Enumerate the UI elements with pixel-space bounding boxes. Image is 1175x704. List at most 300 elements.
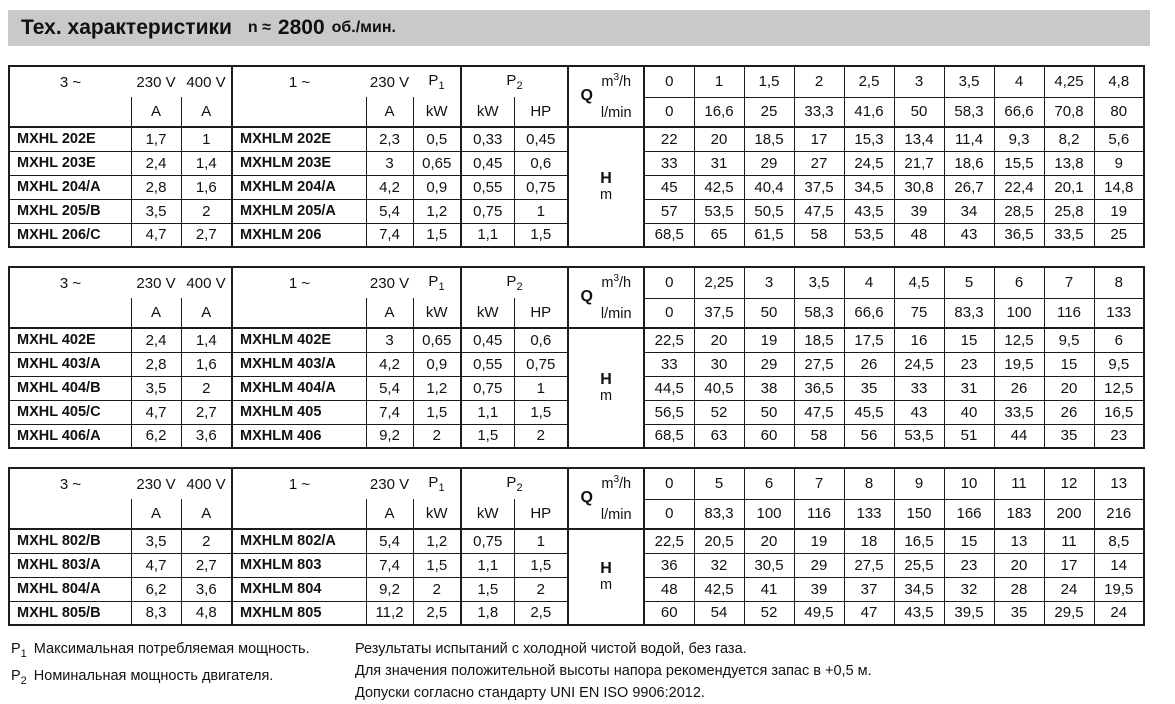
amp-cell: 7,4 bbox=[366, 553, 413, 577]
p2-kw-cell: 0,75 bbox=[461, 376, 514, 400]
v230-header-1ph: 230 V bbox=[366, 267, 413, 298]
model-1ph-cell: MXHLM 404/A bbox=[232, 376, 366, 400]
h-value-cell: 42,5 bbox=[694, 577, 744, 601]
q-lmin-value: 100 bbox=[744, 499, 794, 529]
model-3ph-cell: MXHL 805/B bbox=[9, 601, 131, 625]
model-3ph-spacer bbox=[9, 97, 131, 127]
q-m3h-value: 11 bbox=[994, 468, 1044, 499]
model-3ph-cell: MXHL 403/A bbox=[9, 352, 131, 376]
model-3ph-cell: MXHL 406/A bbox=[9, 424, 131, 448]
model-3ph-cell: MXHL 803/A bbox=[9, 553, 131, 577]
h-value-cell: 20 bbox=[694, 127, 744, 151]
h-value-cell: 22 bbox=[644, 127, 694, 151]
h-value-cell: 15 bbox=[944, 328, 994, 352]
model-3ph-cell: MXHL 404/B bbox=[9, 376, 131, 400]
q-m3h-value: 1,5 bbox=[744, 66, 794, 97]
h-value-cell: 25,5 bbox=[894, 553, 944, 577]
q-label: Q bbox=[580, 288, 593, 306]
h-value-cell: 65 bbox=[694, 223, 744, 247]
q-m3h-value: 8 bbox=[844, 468, 894, 499]
p2-kw-cell: 1,1 bbox=[461, 223, 514, 247]
amp-header: A bbox=[366, 499, 413, 529]
h-value-cell: 52 bbox=[744, 601, 794, 625]
amp-400-header: A bbox=[181, 97, 232, 127]
amp-cell: 7,4 bbox=[366, 223, 413, 247]
p2-kw-cell: 0,75 bbox=[461, 529, 514, 553]
model-1ph-cell: MXHLM 405 bbox=[232, 400, 366, 424]
model-3ph-cell: MXHL 202E bbox=[9, 127, 131, 151]
q-lmin-value: 41,6 bbox=[844, 97, 894, 127]
p1-cell: 0,9 bbox=[413, 175, 461, 199]
h-value-cell: 56 bbox=[844, 424, 894, 448]
h-value-cell: 37 bbox=[844, 577, 894, 601]
model-1ph-spacer bbox=[232, 499, 366, 529]
model-1ph-spacer bbox=[232, 97, 366, 127]
h-value-cell: 30,8 bbox=[894, 175, 944, 199]
model-3ph-spacer bbox=[9, 298, 131, 328]
h-value-cell: 42,5 bbox=[694, 175, 744, 199]
p1-cell: 1,2 bbox=[413, 529, 461, 553]
p2-kw-cell: 1,1 bbox=[461, 553, 514, 577]
h-value-cell: 24,5 bbox=[894, 352, 944, 376]
p2-hp-header: HP bbox=[514, 298, 568, 328]
note-line-3: Допуски согласно стандарту UNI EN ISO 9906:2012. bbox=[355, 685, 705, 701]
model-1ph-cell: MXHLM 804 bbox=[232, 577, 366, 601]
q-lmin-value: 200 bbox=[1044, 499, 1094, 529]
h-value-cell: 23 bbox=[1094, 424, 1144, 448]
q-lmin-value: 66,6 bbox=[844, 298, 894, 328]
q-lmin-value: 58,3 bbox=[794, 298, 844, 328]
h-value-cell: 39,5 bbox=[944, 601, 994, 625]
h-value-cell: 53,5 bbox=[694, 199, 744, 223]
h-value-cell: 38 bbox=[744, 376, 794, 400]
h-value-cell: 36 bbox=[644, 553, 694, 577]
q-lmin-value: 37,5 bbox=[694, 298, 744, 328]
h-value-cell: 40,4 bbox=[744, 175, 794, 199]
p1-cell: 1,5 bbox=[413, 400, 461, 424]
v230-header-3ph: 230 V bbox=[131, 468, 181, 499]
h-value-cell: 22,4 bbox=[994, 175, 1044, 199]
h-value-cell: 26,7 bbox=[944, 175, 994, 199]
h-value-cell: 28,5 bbox=[994, 199, 1044, 223]
model-3ph-cell: MXHL 203E bbox=[9, 151, 131, 175]
h-value-cell: 8,2 bbox=[1044, 127, 1094, 151]
h-value-cell: 13,8 bbox=[1044, 151, 1094, 175]
test-notes bbox=[355, 638, 872, 704]
h-value-cell: 20,1 bbox=[1044, 175, 1094, 199]
h-value-cell: 61,5 bbox=[744, 223, 794, 247]
one-phase-header: 1 ~ bbox=[232, 267, 366, 298]
h-value-cell: 25 bbox=[1094, 223, 1144, 247]
h-unit-label: m bbox=[599, 577, 613, 593]
h-value-cell: 27,5 bbox=[844, 553, 894, 577]
h-value-cell: 12,5 bbox=[1094, 376, 1144, 400]
model-1ph-cell: MXHLM 805 bbox=[232, 601, 366, 625]
q-label: Q bbox=[580, 87, 593, 105]
p2-kw-cell: 1,5 bbox=[461, 424, 514, 448]
h-value-cell: 13,4 bbox=[894, 127, 944, 151]
h-value-cell: 44 bbox=[994, 424, 1044, 448]
amp-230-cell: 1,7 bbox=[131, 127, 181, 151]
q-lmin-value: 50 bbox=[894, 97, 944, 127]
p2-kw-cell: 0,55 bbox=[461, 352, 514, 376]
amp-400-cell: 2,7 bbox=[181, 400, 232, 424]
p2-kw-cell: 0,75 bbox=[461, 199, 514, 223]
h-unit-label: m bbox=[599, 187, 613, 203]
three-phase-header: 3 ~ bbox=[9, 267, 131, 298]
amp-cell: 5,4 bbox=[366, 376, 413, 400]
v230-header-1ph: 230 V bbox=[366, 66, 413, 97]
p2-hp-cell: 1,5 bbox=[514, 553, 568, 577]
spec-table-2 bbox=[8, 266, 1145, 449]
model-3ph-cell: MXHL 206/C bbox=[9, 223, 131, 247]
h-value-cell: 23 bbox=[944, 553, 994, 577]
h-value-cell: 24,5 bbox=[844, 151, 894, 175]
h-value-cell: 39 bbox=[894, 199, 944, 223]
h-value-cell: 15 bbox=[944, 529, 994, 553]
h-value-cell: 16 bbox=[894, 328, 944, 352]
amp-cell: 5,4 bbox=[366, 529, 413, 553]
q-label: Q bbox=[580, 489, 593, 507]
q-lmin-value: 116 bbox=[1044, 298, 1094, 328]
h-value-cell: 21,7 bbox=[894, 151, 944, 175]
h-value-cell: 29,5 bbox=[1044, 601, 1094, 625]
rpm-unit: об./мин. bbox=[331, 19, 396, 36]
p2-kw-cell: 0,55 bbox=[461, 175, 514, 199]
q-m3h-label: $m^3/h$ bbox=[601, 273, 632, 291]
p1-header: $P_1$ bbox=[413, 66, 461, 97]
q-m3h-label: $m^3/h$ bbox=[601, 474, 632, 492]
h-value-cell: 34,5 bbox=[844, 175, 894, 199]
model-1ph-cell: MXHLM 403/A bbox=[232, 352, 366, 376]
q-lmin-value: 50 bbox=[744, 298, 794, 328]
h-value-cell: 63 bbox=[694, 424, 744, 448]
h-value-cell: 43,5 bbox=[894, 601, 944, 625]
h-value-cell: 58 bbox=[794, 424, 844, 448]
p2-note-text: Номинальная мощность двигателя. bbox=[33, 667, 274, 684]
q-m3h-value: 6 bbox=[744, 468, 794, 499]
h-value-cell: 44,5 bbox=[644, 376, 694, 400]
h-value-cell: 39 bbox=[794, 577, 844, 601]
q-lmin-value: 75 bbox=[894, 298, 944, 328]
h-value-cell: 26 bbox=[1044, 400, 1094, 424]
h-value-cell: 30 bbox=[694, 352, 744, 376]
amp-cell: 3 bbox=[366, 328, 413, 352]
amp-230-header: A bbox=[131, 97, 181, 127]
amp-230-cell: 4,7 bbox=[131, 400, 181, 424]
model-1ph-cell: MXHLM 202E bbox=[232, 127, 366, 151]
p1-cell: 0,65 bbox=[413, 328, 461, 352]
h-value-cell: 17,5 bbox=[844, 328, 894, 352]
h-value-cell: 25,8 bbox=[1044, 199, 1094, 223]
amp-230-cell: 3,5 bbox=[131, 376, 181, 400]
amp-400-cell: 1 bbox=[181, 127, 232, 151]
h-value-cell: 17 bbox=[794, 127, 844, 151]
h-value-cell: 20 bbox=[694, 328, 744, 352]
p1-cell: 2,5 bbox=[413, 601, 461, 625]
amp-230-cell: 6,2 bbox=[131, 424, 181, 448]
p1-note-text: Максимальная потребляемая мощность. bbox=[33, 641, 310, 657]
model-1ph-cell: MXHLM 206 bbox=[232, 223, 366, 247]
q-m3h-value: 7 bbox=[1044, 267, 1094, 298]
v230-header-1ph: 230 V bbox=[366, 468, 413, 499]
h-value-cell: 8,5 bbox=[1094, 529, 1144, 553]
q-m3h-value: 9 bbox=[894, 468, 944, 499]
q-m3h-value: 4,5 bbox=[894, 267, 944, 298]
footnotes bbox=[11, 638, 1175, 704]
v400-header: 400 V bbox=[181, 66, 232, 97]
h-value-cell: 33 bbox=[894, 376, 944, 400]
q-lmin-value: 216 bbox=[1094, 499, 1144, 529]
h-value-cell: 51 bbox=[944, 424, 994, 448]
model-3ph-cell: MXHL 402E bbox=[9, 328, 131, 352]
q-m3h-value: 4 bbox=[844, 267, 894, 298]
h-label: H bbox=[600, 170, 612, 187]
h-value-cell: 16,5 bbox=[1094, 400, 1144, 424]
model-1ph-cell: MXHLM 402E bbox=[232, 328, 366, 352]
p2-hp-cell: 1,5 bbox=[514, 223, 568, 247]
q-m3h-value: 0 bbox=[644, 66, 694, 97]
table-row bbox=[9, 529, 1144, 553]
h-value-cell: 14,8 bbox=[1094, 175, 1144, 199]
q-m3h-value: 4 bbox=[994, 66, 1044, 97]
p1-kw-header: kW bbox=[413, 298, 461, 328]
model-3ph-cell: MXHL 804/A bbox=[9, 577, 131, 601]
model-1ph-spacer bbox=[232, 298, 366, 328]
p2-hp-cell: 2,5 bbox=[514, 601, 568, 625]
one-phase-header: 1 ~ bbox=[232, 66, 366, 97]
note-line-1: Результаты испытаний с холодной чистой водой, без газа. bbox=[355, 641, 747, 657]
amp-cell: 4,2 bbox=[366, 175, 413, 199]
p2-kw-cell: 1,1 bbox=[461, 400, 514, 424]
h-value-cell: 22,5 bbox=[644, 529, 694, 553]
h-value-cell: 17 bbox=[1044, 553, 1094, 577]
p1-cell: 1,2 bbox=[413, 199, 461, 223]
p2-header: $P_2$ bbox=[461, 66, 568, 97]
amp-230-cell: 8,3 bbox=[131, 601, 181, 625]
h-value-cell: 9,3 bbox=[994, 127, 1044, 151]
h-value-cell: 18,5 bbox=[744, 127, 794, 151]
h-header bbox=[568, 127, 644, 247]
p1-cell: 1,5 bbox=[413, 223, 461, 247]
model-1ph-cell: MXHLM 204/A bbox=[232, 175, 366, 199]
h-label: H bbox=[600, 560, 612, 577]
amp-230-header: A bbox=[131, 499, 181, 529]
h-value-cell: 20 bbox=[1044, 376, 1094, 400]
amp-cell: 11,2 bbox=[366, 601, 413, 625]
p1-cell: 1,2 bbox=[413, 376, 461, 400]
table-row bbox=[9, 127, 1144, 151]
note-line-2: Для значения положительной высоты напора рекомендуется запас в +0,5 м. bbox=[355, 663, 872, 679]
p2-hp-cell: 2 bbox=[514, 577, 568, 601]
p1-kw-header: kW bbox=[413, 97, 461, 127]
one-phase-header: 1 ~ bbox=[232, 468, 366, 499]
h-value-cell: 20 bbox=[994, 553, 1044, 577]
h-value-cell: 18,5 bbox=[794, 328, 844, 352]
h-value-cell: 43,5 bbox=[844, 199, 894, 223]
h-value-cell: 31 bbox=[694, 151, 744, 175]
h-value-cell: 27,5 bbox=[794, 352, 844, 376]
h-value-cell: 36,5 bbox=[994, 223, 1044, 247]
q-lmin-value: 33,3 bbox=[794, 97, 844, 127]
h-value-cell: 36,5 bbox=[794, 376, 844, 400]
amp-400-cell: 1,6 bbox=[181, 175, 232, 199]
h-value-cell: 50 bbox=[744, 400, 794, 424]
q-header bbox=[568, 267, 644, 328]
h-value-cell: 20,5 bbox=[694, 529, 744, 553]
amp-230-cell: 2,4 bbox=[131, 328, 181, 352]
amp-400-cell: 2,7 bbox=[181, 223, 232, 247]
h-value-cell: 47,5 bbox=[794, 199, 844, 223]
h-value-cell: 18,6 bbox=[944, 151, 994, 175]
h-value-cell: 9 bbox=[1094, 151, 1144, 175]
h-value-cell: 19 bbox=[794, 529, 844, 553]
h-value-cell: 33,5 bbox=[1044, 223, 1094, 247]
p1-cell: 0,65 bbox=[413, 151, 461, 175]
h-value-cell: 57 bbox=[644, 199, 694, 223]
h-value-cell: 37,5 bbox=[794, 175, 844, 199]
q-lmin-value: 133 bbox=[1094, 298, 1144, 328]
h-value-cell: 60 bbox=[744, 424, 794, 448]
h-value-cell: 28 bbox=[994, 577, 1044, 601]
q-m3h-value: 12 bbox=[1044, 468, 1094, 499]
q-lmin-value: 100 bbox=[994, 298, 1044, 328]
h-value-cell: 41 bbox=[744, 577, 794, 601]
h-value-cell: 19 bbox=[744, 328, 794, 352]
amp-230-cell: 3,5 bbox=[131, 199, 181, 223]
q-m3h-value: 4,8 bbox=[1094, 66, 1144, 97]
model-1ph-cell: MXHLM 803 bbox=[232, 553, 366, 577]
p2-hp-header: HP bbox=[514, 97, 568, 127]
model-3ph-spacer bbox=[9, 499, 131, 529]
h-value-cell: 32 bbox=[944, 577, 994, 601]
p2-kw-header: kW bbox=[461, 499, 514, 529]
amp-400-cell: 4,8 bbox=[181, 601, 232, 625]
amp-header: A bbox=[366, 97, 413, 127]
amp-400-cell: 2 bbox=[181, 199, 232, 223]
p2-symbol: $P_2$ bbox=[11, 667, 27, 687]
model-3ph-cell: MXHL 205/B bbox=[9, 199, 131, 223]
q-m3h-value: 0 bbox=[644, 267, 694, 298]
q-lmin-value: 150 bbox=[894, 499, 944, 529]
h-value-cell: 23 bbox=[944, 352, 994, 376]
h-value-cell: 33 bbox=[644, 352, 694, 376]
p2-kw-cell: 0,45 bbox=[461, 151, 514, 175]
h-value-cell: 15 bbox=[1044, 352, 1094, 376]
h-value-cell: 29 bbox=[744, 352, 794, 376]
q-m3h-value: 2 bbox=[794, 66, 844, 97]
q-m3h-value: 3,5 bbox=[794, 267, 844, 298]
h-value-cell: 31 bbox=[944, 376, 994, 400]
h-value-cell: 68,5 bbox=[644, 223, 694, 247]
three-phase-header: 3 ~ bbox=[9, 66, 131, 97]
p2-header: $P_2$ bbox=[461, 267, 568, 298]
h-value-cell: 35 bbox=[994, 601, 1044, 625]
amp-400-cell: 2 bbox=[181, 529, 232, 553]
p1-kw-header: kW bbox=[413, 499, 461, 529]
p2-hp-cell: 1 bbox=[514, 199, 568, 223]
h-value-cell: 9,5 bbox=[1044, 328, 1094, 352]
h-value-cell: 24 bbox=[1094, 601, 1144, 625]
p1-cell: 0,9 bbox=[413, 352, 461, 376]
v230-header-3ph: 230 V bbox=[131, 66, 181, 97]
q-m3h-value: 3 bbox=[894, 66, 944, 97]
q-lmin-value: 0 bbox=[644, 97, 694, 127]
h-value-cell: 11,4 bbox=[944, 127, 994, 151]
h-value-cell: 19,5 bbox=[1094, 577, 1144, 601]
h-value-cell: 53,5 bbox=[894, 424, 944, 448]
amp-header: A bbox=[366, 298, 413, 328]
amp-400-cell: 1,4 bbox=[181, 328, 232, 352]
h-value-cell: 15,5 bbox=[994, 151, 1044, 175]
spec-table-1 bbox=[8, 65, 1145, 248]
q-lmin-value: 183 bbox=[994, 499, 1044, 529]
h-unit-label: m bbox=[599, 388, 613, 404]
h-value-cell: 34 bbox=[944, 199, 994, 223]
model-3ph-cell: MXHL 204/A bbox=[9, 175, 131, 199]
rpm-prefix: n ≈ bbox=[247, 19, 271, 36]
amp-400-header: A bbox=[181, 499, 232, 529]
title-bar bbox=[8, 10, 1150, 46]
amp-cell: 9,2 bbox=[366, 424, 413, 448]
q-lmin-label: l/min bbox=[600, 305, 632, 322]
h-value-cell: 60 bbox=[644, 601, 694, 625]
h-value-cell: 26 bbox=[844, 352, 894, 376]
h-value-cell: 9,5 bbox=[1094, 352, 1144, 376]
page-title: Тех. характеристики bbox=[21, 16, 232, 39]
q-lmin-label: l/min bbox=[600, 506, 632, 523]
model-1ph-cell: MXHLM 205/A bbox=[232, 199, 366, 223]
h-value-cell: 32 bbox=[694, 553, 744, 577]
h-value-cell: 30,5 bbox=[744, 553, 794, 577]
amp-cell: 4,2 bbox=[366, 352, 413, 376]
h-value-cell: 20 bbox=[744, 529, 794, 553]
model-3ph-cell: MXHL 802/B bbox=[9, 529, 131, 553]
v400-header: 400 V bbox=[181, 267, 232, 298]
spec-table-3 bbox=[8, 467, 1145, 626]
q-lmin-value: 116 bbox=[794, 499, 844, 529]
model-3ph-cell: MXHL 405/C bbox=[9, 400, 131, 424]
p2-header: $P_2$ bbox=[461, 468, 568, 499]
h-value-cell: 45 bbox=[644, 175, 694, 199]
h-value-cell: 11 bbox=[1044, 529, 1094, 553]
q-header bbox=[568, 468, 644, 529]
h-label: H bbox=[600, 371, 612, 388]
q-lmin-value: 16,6 bbox=[694, 97, 744, 127]
rpm-value: 2800 bbox=[277, 16, 325, 39]
model-1ph-cell: MXHLM 203E bbox=[232, 151, 366, 175]
amp-cell: 7,4 bbox=[366, 400, 413, 424]
amp-230-cell: 2,8 bbox=[131, 352, 181, 376]
p2-kw-cell: 0,45 bbox=[461, 328, 514, 352]
amp-400-cell: 2,7 bbox=[181, 553, 232, 577]
q-m3h-value: 3,5 bbox=[944, 66, 994, 97]
q-m3h-value: 3 bbox=[744, 267, 794, 298]
h-header bbox=[568, 328, 644, 448]
q-lmin-value: 83,3 bbox=[694, 499, 744, 529]
power-legend bbox=[11, 638, 355, 704]
h-value-cell: 29 bbox=[744, 151, 794, 175]
p2-hp-cell: 0,6 bbox=[514, 151, 568, 175]
h-value-cell: 29 bbox=[794, 553, 844, 577]
p2-hp-cell: 0,6 bbox=[514, 328, 568, 352]
q-m3h-value: 2,25 bbox=[694, 267, 744, 298]
q-m3h-value: 1 bbox=[694, 66, 744, 97]
h-value-cell: 47,5 bbox=[794, 400, 844, 424]
p1-note bbox=[11, 638, 355, 665]
q-m3h-value: 10 bbox=[944, 468, 994, 499]
amp-230-cell: 2,4 bbox=[131, 151, 181, 175]
